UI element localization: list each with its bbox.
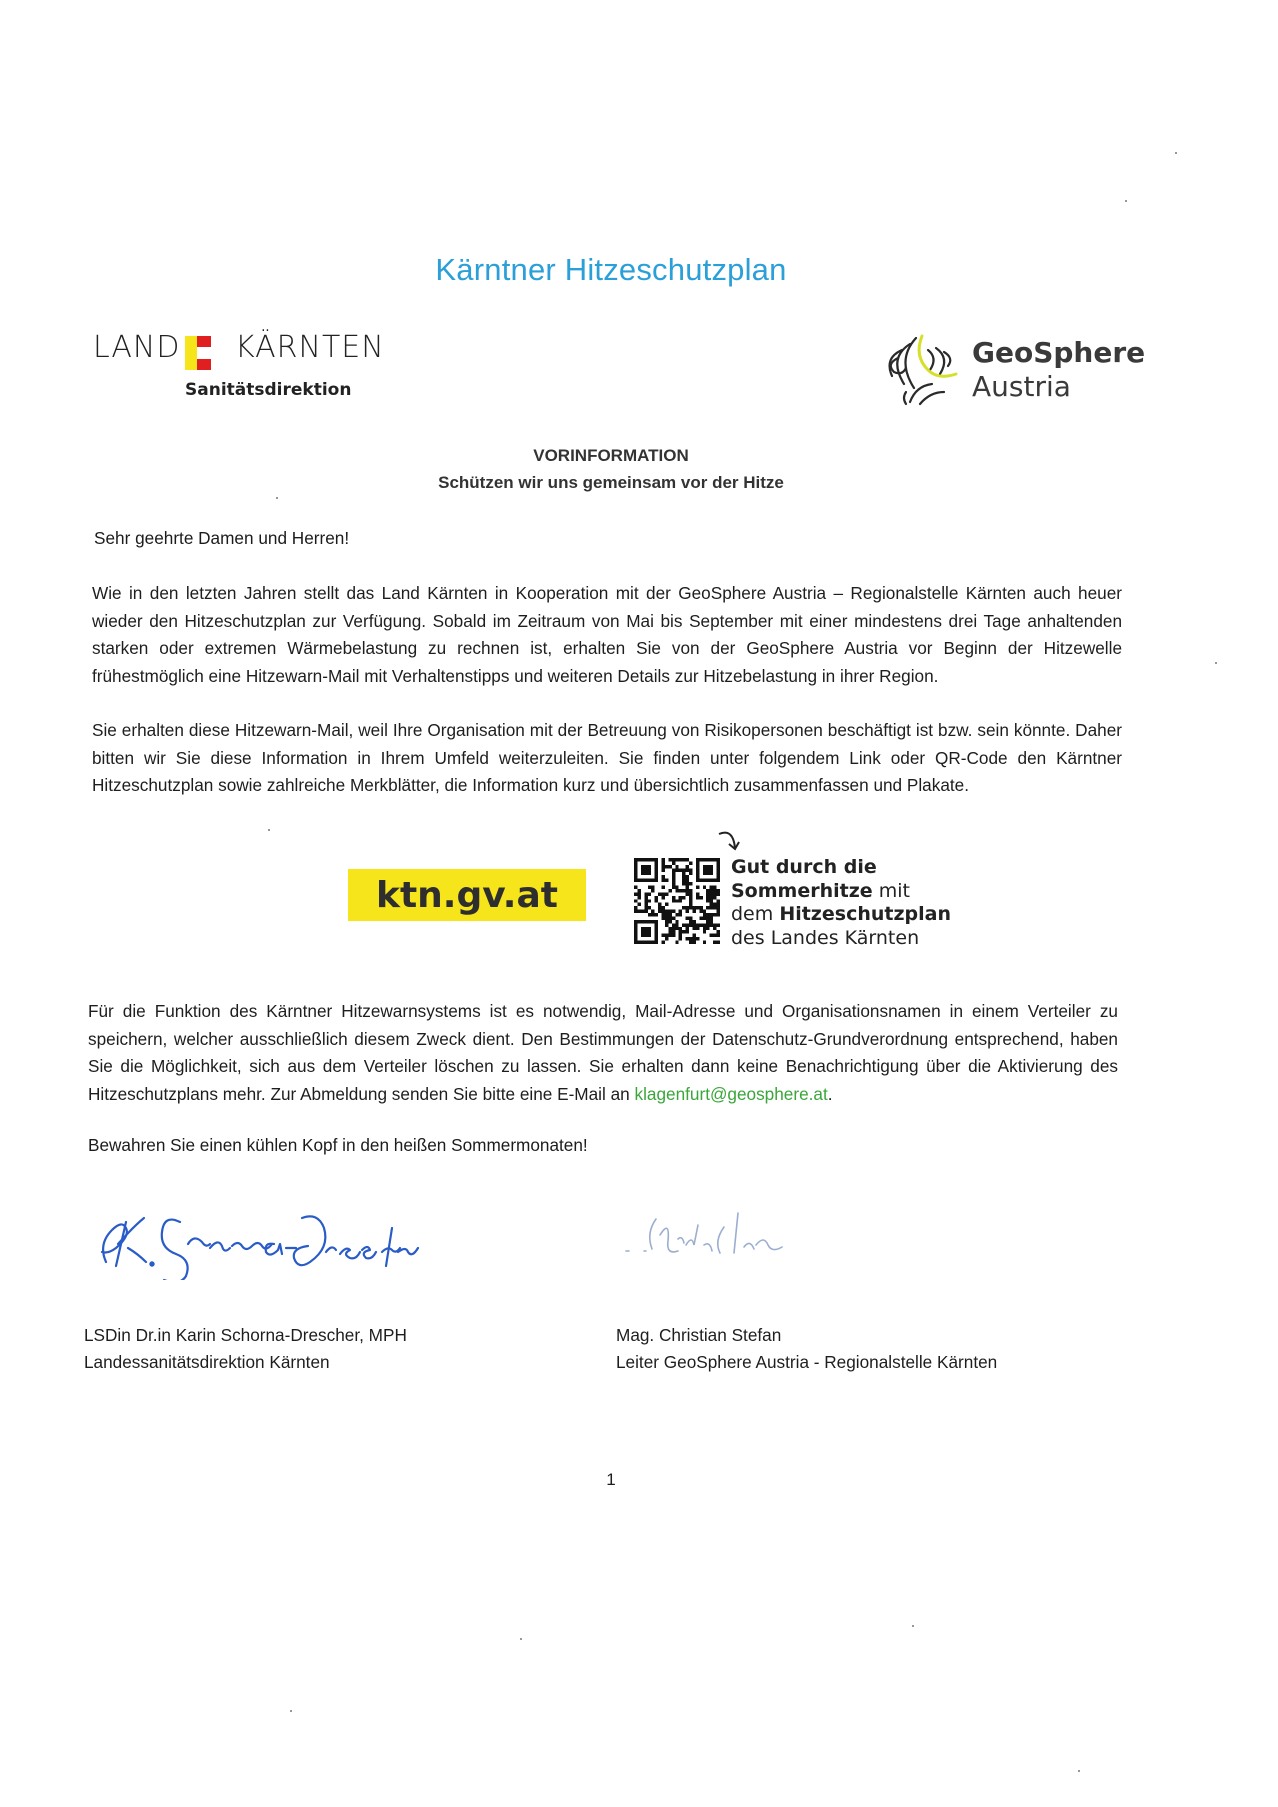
qr-caption-line3-bold: Hitzeschutzplan xyxy=(779,903,951,925)
qr-caption-line2-bold: Sommerhitze xyxy=(731,879,873,902)
land-logo-word-left: LAND xyxy=(93,330,181,365)
land-logo-word-right: KÄRNTEN xyxy=(235,330,385,365)
signer-left-role: Landessanitätsdirektion Kärnten xyxy=(84,1352,330,1372)
closing-line: Bewahren Sie einen kühlen Kopf in den heißen Sommermonaten! xyxy=(88,1135,588,1155)
geosphere-swirl-icon xyxy=(880,330,964,410)
paragraph-forwarding: Sie erhalten diese Hitzewarn-Mail, weil Ihre Organisation mit der Betreuung von Risikopersonen beschäftigt ist bzw. sein könnte. Daher bitten wir Sie diese Information in Ihrem Umfeld weiterzuleiten. Sie finden unter folgendem Link oder QR-Code den Kärntner Hitzeschutzplan sowie zahlreiche Merkblätter, die Information kurz und übersichtlich zusammenfassen und Plakate. xyxy=(92,720,1122,795)
curved-arrow-icon xyxy=(715,828,743,852)
qr-caption-line1: Gut durch die xyxy=(731,856,877,878)
signer-right xyxy=(616,1322,997,1376)
page-number: 1 xyxy=(606,1470,616,1489)
kicker-line2: Schützen wir uns gemeinsam vor der Hitze xyxy=(438,473,784,492)
scan-speck xyxy=(520,1638,522,1640)
scan-speck xyxy=(912,1625,914,1627)
signer-left-name: LSDin Dr.in Karin Schorna-Drescher, MPH xyxy=(84,1325,407,1345)
document-title: Kärntner Hitzeschutzplan xyxy=(435,252,787,287)
signer-right-role: Leiter GeoSphere Austria - Regionalstelle Kärnten xyxy=(616,1352,998,1372)
qr-code-icon[interactable] xyxy=(634,858,720,944)
geosphere-logo-line2: Austria xyxy=(972,370,1071,403)
ktn-link-box[interactable] xyxy=(348,869,586,921)
qr-caption-line2-rest: mit xyxy=(872,879,910,902)
signer-right-name: Mag. Christian Stefan xyxy=(616,1325,782,1345)
paragraph-privacy-end: . xyxy=(827,1083,833,1104)
scan-speck xyxy=(1175,152,1177,154)
paragraph-privacy xyxy=(88,998,1118,1108)
land-logo-subtitle: Sanitätsdirektion xyxy=(185,380,352,400)
qr-caption-line4: des Landes Kärnten xyxy=(731,926,920,949)
scan-speck xyxy=(276,497,278,499)
scan-speck xyxy=(1125,200,1127,202)
signer-left xyxy=(84,1322,407,1376)
unsubscribe-email-link[interactable]: klagenfurt@geosphere.at xyxy=(634,1083,828,1104)
qr-caption-line3-pre: dem xyxy=(731,903,780,925)
land-kaernten-flag-icon xyxy=(185,336,211,370)
qr-caption xyxy=(731,856,951,950)
geosphere-logo-line1: GeoSphere xyxy=(972,336,1146,369)
scan-speck xyxy=(290,1710,292,1712)
signature-left-image xyxy=(92,1200,422,1280)
scan-speck xyxy=(268,829,270,831)
ktn-link-text[interactable]: ktn.gv.at xyxy=(376,874,558,916)
salutation: Sehr geehrte Damen und Herren! xyxy=(94,528,350,548)
paragraph-intro: Wie in den letzten Jahren stellt das Land Kärnten in Kooperation mit der GeoSphere Austria – Regionalstelle Kärnten auch heuer wieder den Hitzeschutzplan zur Verfügung. Sobald im Zeitraum von Mai bis September mit einer mindestens drei Tage anhaltenden starken oder extremen Wärmebelastung zu rechnen ist, erhalten Sie von der GeoSphere Austria vor Beginn der Hitzewelle frühestmöglich eine Hitzewarn-Mail mit Verhaltenstipps und weiteren Details zur Hitzebelastung in ihrer Region. xyxy=(92,583,1122,686)
kicker-line1: VORINFORMATION xyxy=(533,446,689,465)
land-kaernten-logo xyxy=(93,330,393,410)
scan-speck xyxy=(1078,1770,1080,1772)
paragraph-privacy-text: Für die Funktion des Kärntner Hitzewarnsystems ist es notwendig, Mail-Adresse und Organisationsnamen in einem Verteiler zu speichern, welcher ausschließlich diesem Zweck dient. Den Bestimmungen der Datenschutz-Grundverordnung entsprechend, haben Sie die Möglichkeit, sich aus dem Verteiler löschen zu lassen. Sie erhalten dann keine Benachrichtigung über die Aktivierung des Hitzeschutzplans mehr. Zur Abmeldung senden Sie bitte eine E-Mail an xyxy=(88,1001,1118,1104)
signature-right-image xyxy=(616,1205,796,1275)
scan-speck xyxy=(1215,662,1217,664)
geosphere-austria-logo xyxy=(880,330,1146,410)
